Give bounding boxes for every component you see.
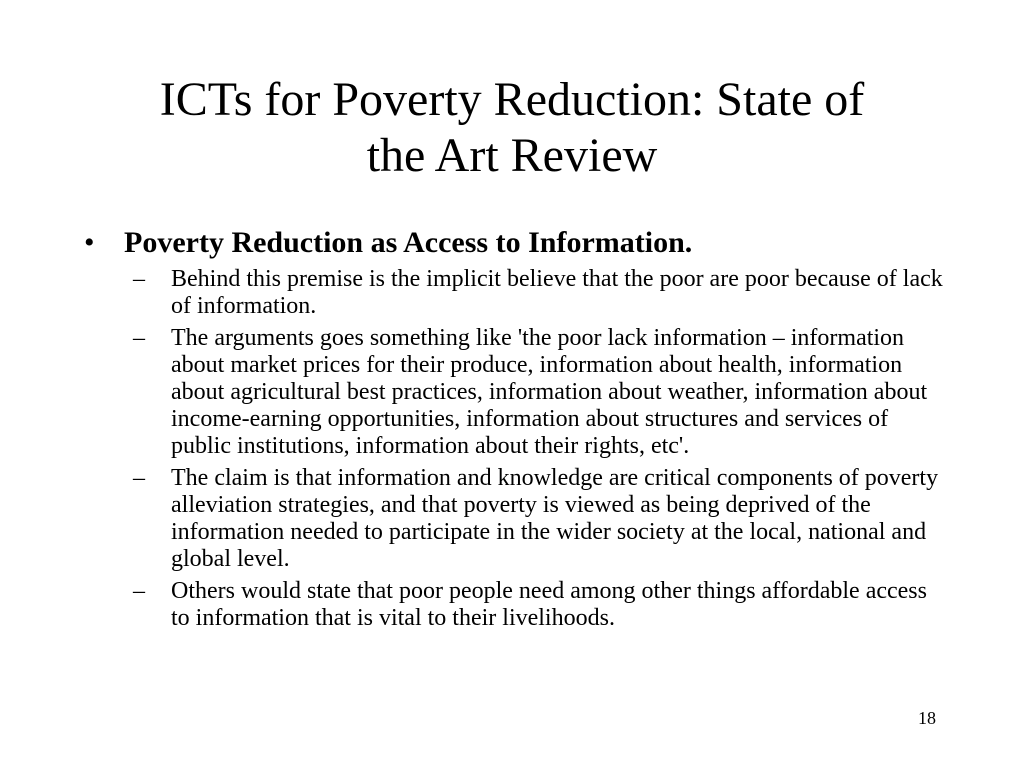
dash-marker: – <box>133 578 145 604</box>
slide-body <box>84 226 944 637</box>
sub-bullet <box>133 465 944 573</box>
main-bullet <box>84 226 944 260</box>
sub-bullet-list <box>84 266 944 632</box>
sub-bullet-text: Behind this premise is the implicit believe that the poor are poor because of lack of information. <box>171 266 943 319</box>
sub-bullet <box>133 578 944 632</box>
sub-bullet-text: The claim is that information and knowledge are critical components of poverty alleviation strategies, and that poverty is viewed as being deprived of the information needed to participate in the wider society at the local, national and global level. <box>171 465 939 572</box>
sub-bullet <box>133 266 944 320</box>
sub-bullet <box>133 325 944 460</box>
slide-title <box>60 72 964 184</box>
dash-marker: – <box>133 325 145 351</box>
main-bullet-text: Poverty Reduction as Access to Information. <box>124 226 693 259</box>
dash-marker: – <box>133 465 145 491</box>
page-number: 18 <box>918 708 936 728</box>
sub-bullet-text: Others would state that poor people need among other things affordable access to information that is vital to their livelihoods. <box>171 578 927 631</box>
slide-title-line-1: ICTs for Poverty Reduction: State of <box>159 73 865 126</box>
sub-bullet-text: The arguments goes something like 'the poor lack information – information about market prices for their produce, information about health, information about agricultural best practices, information about weather, information about income-earning opportunities, information about structures and services of public institutions, information about their rights, etc'. <box>171 325 928 459</box>
slide-title-line-2: the Art Review <box>366 129 658 182</box>
bullet-marker: • <box>84 226 95 259</box>
dash-marker: – <box>133 266 145 292</box>
